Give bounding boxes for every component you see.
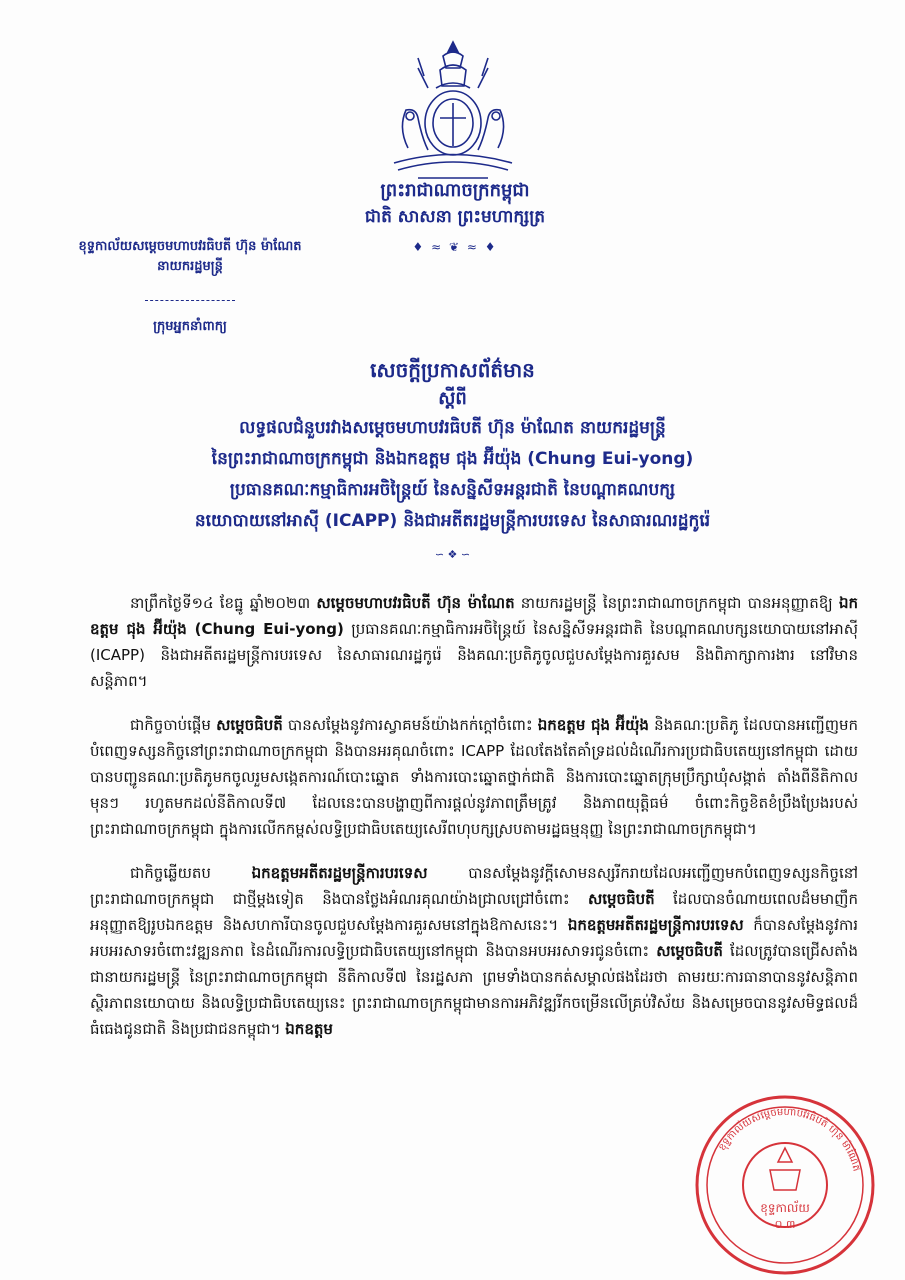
p3-text: ក៏បានសម្តែងនូវការអបអរសាទរចំពោះវឌ្ឍនភាព នៃដំណើរការលទ្ធិប្រជាធិបតេយ្យនៅកម្ពុជា និងបានអបអរសាទរជូនចំពោះ xyxy=(90,916,858,960)
national-motto: ជាតិ សាសនា ព្រះមហាក្សត្រ xyxy=(364,207,546,227)
title-ornament: ∽ ❖ ∽ xyxy=(434,548,471,561)
office-name: ខុទ្ទកាល័យសម្ដេចមហាបវរធិបតី ហ៊ុន ម៉ាណែត xyxy=(78,239,302,254)
title-line-6: នយោបាយនៅអាស៊ី (ICAPP) និងជាអតីតរដ្ឋមន្ត្រីការបរទេស នៃសាធារណរដ្ឋកូរ៉េ xyxy=(194,511,711,531)
title-line-5: ប្រធានគណៈកម្មាធិការអចិន្ត្រៃយ៍ នៃសន្និសីទអន្តរជាតិ នៃបណ្តាគណបក្ស xyxy=(229,480,676,500)
seal-outer-textpath: ខុទ្ទកាល័យសម្តេចមហាបវរធិបតី ហ៊ុន ម៉ាណែត xyxy=(716,1106,862,1173)
p3-bold: ឯកឧត្តមអតីតរដ្ឋមន្ត្រីការបរទេស xyxy=(251,864,428,882)
kingdom-name: ព្រះរាជាណាចក្រកម្ពុជា xyxy=(380,180,530,201)
paragraph-1 xyxy=(90,590,858,694)
p2-text: បានសម្តែងនូវការស្វាគមន៍យ៉ាងកក់ក្តៅចំពោះ xyxy=(282,716,538,734)
p1-text: នាព្រឹកថ្ងៃទី១៤ ខែធ្នូ ឆ្នាំ២០២៣ xyxy=(130,594,317,612)
office-title: នាយករដ្ឋមន្ត្រី xyxy=(157,259,223,274)
office-divider xyxy=(145,300,235,301)
p3-bold: សម្តេចធិបតី xyxy=(656,942,723,960)
seal-inner-text: ខុទ្ទកាល័យ xyxy=(760,1201,810,1215)
motto-ornament: ♦ ≈ ❦ ≈ ♦ xyxy=(412,240,498,254)
p2-text: ជាកិច្ចចាប់ផ្តើម xyxy=(130,716,217,734)
p1-bold-pm: សម្តេចមហាបវរធិបតី ហ៊ុន ម៉ាណែត xyxy=(316,594,515,612)
spokesperson-unit: ក្រុមអ្នកនាំពាក្យ xyxy=(153,319,227,334)
p3-bold: សម្តេចធិបតី xyxy=(587,890,655,908)
royal-coat-of-arms-icon xyxy=(388,38,518,188)
p3-bold: ឯកឧត្តម xyxy=(285,1020,333,1038)
office-heading xyxy=(40,237,340,277)
kingdom-heading xyxy=(330,178,580,230)
p1-bold-guest: ឯកឧត្តម ជុង អ៊ីយ៉ុង (Chung Eui-yong) xyxy=(90,594,858,638)
paragraph-2 xyxy=(90,712,858,842)
p3-bold: ឯកឧត្តមអតីតរដ្ឋមន្ត្រីការបរទេស xyxy=(567,916,744,934)
p2-bold: សម្តេចធិបតី xyxy=(216,716,283,734)
title-line-2: ស្តីពី xyxy=(438,388,467,409)
release-title xyxy=(60,355,845,537)
p3-text: ដែលត្រូវបានជ្រើសតាំងជានាយករដ្ឋមន្ត្រី នៃព្រះរាជាណាចក្រកម្ពុជា នីតិកាលទី៧ នៃរដ្ឋសភា ព្រមទាំងបានកត់សម្គាល់ផងដែរថា តាមរយៈការធានាបាននូវសន្តិភាព ស្ថិរភាពនយោបាយ និងលទ្ធិប្រជាធិបតេយ្យនេះ ព្រះរាជាណាចក្រកម្ពុជាមានការអភិវឌ្ឍរីកចម្រើនលើគ្រប់វិស័យ និងសម្រេចបាននូវសមិទ្ធផលដ៏ធំធេងជូនជាតិ និងប្រជាជនកម្ពុជា។ xyxy=(90,942,858,1038)
p1-text: ប្រធានគណៈកម្មាធិការអចិន្ត្រៃយ៍ នៃសន្និសីទអន្តរជាតិ នៃបណ្តាគណបក្សនយោបាយនៅអាស៊ី (ICAPP) និងជាអតីតរដ្ឋមន្ត្រីការបរទេស នៃសាធារណរដ្ឋកូរ៉េ និងគណៈប្រតិភូចូលជួបសម្តែងការគួរសម និងពិភាក្សាការងារ នៅវិមានសន្តិភាព។ xyxy=(90,620,858,690)
title-line-3: លទ្ធផលជំនួបរវាងសម្តេចមហាបវរធិបតី ហ៊ុន ម៉ាណែត នាយករដ្ឋមន្ត្រី xyxy=(239,418,666,438)
release-body xyxy=(90,590,858,1060)
p2-text: និងគណៈប្រតិភូ ដែលបានអញ្ជើញមកបំពេញទស្សនកិច្ចនៅព្រះរាជាណាចក្រកម្ពុជា និងបានអរគុណចំពោះ ICAPP ដែលតែងតែគាំទ្រដល់ដំណើរការប្រជាធិបតេយ្យនៅកម្ពុជា ដោយបានបញ្ជូនគណៈប្រតិភូមកចូលរួមសង្កេតការណ៍បោះឆ្នោត ទាំងការបោះឆ្នោតថ្នាក់ជាតិ និងការបោះឆ្នោតក្រុមប្រឹក្សាឃុំសង្កាត់ តាំងពីនីតិកាលមុនៗ រហូតមកដល់នីតិកាលទី៧ ដែលនេះបានបង្ហាញពីការផ្តល់នូវភាពត្រឹមត្រូវ និងភាពយុត្តិធម៌ ចំពោះកិច្ចខិតខំប្រឹងប្រែងរបស់ព្រះរាជាណាចក្រកម្ពុជា ក្នុងការលើកកម្ពស់លទ្ធិប្រជាធិបតេយ្យសេរីពហុបក្សស្របតាមរដ្ឋធម្មនុញ្ញ នៃព្រះរាជាណាចក្រកម្ពុជា។ xyxy=(90,716,859,838)
p3-text: ជាកិច្ចឆ្លើយតប xyxy=(130,864,252,882)
title-line-1: សេចក្តីប្រកាសព័ត៌មាន xyxy=(370,358,535,382)
p3-text: ដែលបានចំណាយពេលដ៏មមាញឹកអនុញ្ញាតឱ្យរូបឯកឧត្តម និងសហការីបានចូលជួបសម្តែងការគួរសមនៅក្នុងឱកាសនេះ។ xyxy=(90,890,858,934)
p2-bold: ឯកឧត្តម ជុង អ៊ីយ៉ុង xyxy=(537,716,649,734)
title-line-4: នៃព្រះរាជាណាចក្រកម្ពុជា និងឯកឧត្តម ជុង អ៊ីយ៉ុង (Chung Eui-yong) xyxy=(211,449,694,469)
paragraph-3 xyxy=(90,860,858,1042)
seal-number: ០.៣ xyxy=(774,1218,796,1231)
p3-text: បានសម្តែងនូវក្តីសោមនស្សរីករាយដែលអញ្ជើញមកបំពេញទស្សនកិច្ចនៅព្រះរាជាណាចក្រកម្ពុជា ជាថ្មីម្តងទៀត និងបានថ្លែងអំណរគុណយ៉ាងជ្រាលជ្រៅចំពោះ xyxy=(90,864,858,908)
official-seal-icon xyxy=(690,1090,880,1280)
p1-text: នាយករដ្ឋមន្ត្រី នៃព្រះរាជាណាចក្រកម្ពុជា បានអនុញ្ញាតឱ្យ xyxy=(514,594,839,612)
